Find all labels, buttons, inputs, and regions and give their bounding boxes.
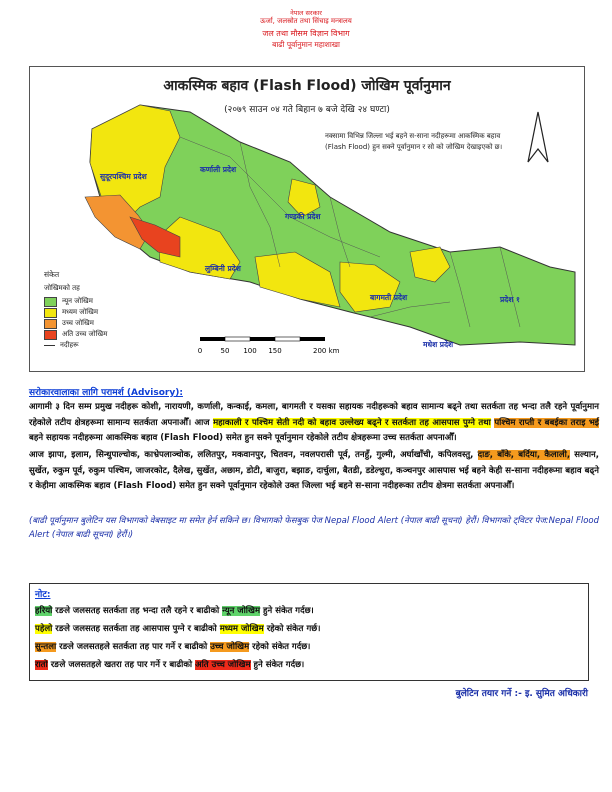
note-red-word: रातो xyxy=(35,660,48,670)
legend-swatch-moderate xyxy=(44,308,57,318)
legend-label-very-high: अति उच्च जोखिम xyxy=(62,330,108,338)
advisory-p2-text-a: आज झापा, इलाम, सिन्धुपाल्चोक, काभ्रेपलाञ्चोक, ललितपुर, मकवानपुर, चितवन, नवलपरासी पूर्व, तनहुँ, गुल्मी, अर्घाखाँची, कपिलवस्तु, xyxy=(29,450,474,460)
advisory-paragraph-3: (बाढी पूर्वानुमान बुलेटिन यस विभागको वेबसाइट मा समेत हेर्न सकिने छ। विभागको फेसबुक पेज Nepal Flood Alert (नेपाल बाढी सूचना) हेरौं। विभागको ट्विटर पेज:Nepal Flood Alert (नेपाल बाढी सूचना) हेरौं।) xyxy=(29,516,599,540)
region-madhesh: मधेश प्रदेश xyxy=(423,340,454,349)
advisory-p1-highlight-2: पश्चिम राप्ती र बबईका तराइ भई xyxy=(494,417,599,428)
note-row-red xyxy=(35,659,304,670)
note-red-end: हुने संकेत गर्दछ। xyxy=(253,660,305,670)
note-orange-end: रहेको संकेत गर्दछ। xyxy=(252,642,311,652)
legend-label-low: न्यून जोखिम xyxy=(62,297,93,305)
note-green-end: हुने संकेत गर्दछ। xyxy=(263,606,314,616)
legend-subtitle: जोखिमको तह xyxy=(44,284,80,292)
legend-item-moderate xyxy=(44,307,174,318)
legend-item-low xyxy=(44,296,174,307)
advisory-paragraph-1 xyxy=(29,400,599,447)
region-lumbini: लुम्बिनी प्रदेश xyxy=(205,264,241,273)
header-gov: नेपाल सरकार xyxy=(290,9,322,17)
map-title: आकस्मिक बहाव (Flash Flood) जोखिम पूर्वानुमान xyxy=(163,78,451,94)
prepared-by: बुलेटिन तयार गर्ने :- इ. सुमित अधिकारी xyxy=(455,689,588,699)
scale-tick-100: 100 xyxy=(243,347,257,355)
note-row-green xyxy=(35,605,314,616)
advisory-p1-text-b: बहने सहायक नदीहरूमा आकस्मिक बहाव (Flash Flood) समेत हुन सक्ने पूर्वानुमान रहेकोले तटीय क्षेत्रहरूमा उच्च सतर्कता अपनाऔँ। xyxy=(29,433,457,443)
legend-swatch-low xyxy=(44,297,57,307)
scale-tick-200: 200 km xyxy=(313,347,340,355)
note-green-text: रङले जलसतह सतर्कता तह भन्दा तलै रहने र बाढीको xyxy=(55,606,220,616)
map-legend xyxy=(44,270,174,351)
note-green-word: हरियो xyxy=(35,606,53,616)
legend-label-moderate: मध्यम जोखिम xyxy=(62,308,99,316)
legend-river-line xyxy=(44,345,55,346)
advisory-p1-text-a: आगामी ३ दिन सम्म प्रमुख नदीहरू कोशी, नारायणी, कर्णाली, कन्काई, कमला, बागमती र यसका सहायक नदीहरूको बहाव सामान्य बढ्ने तथा सतर्कता तह भन्दा तलै रहने पूर्वानुमान रहेकोले तटीय क्षेत्रहरूमा सामान्य सतर्कता अपनाऔँ। आज xyxy=(29,402,599,428)
region-sudurpashchim: सुदूरपश्चिम प्रदेश xyxy=(100,172,147,181)
note-green-risk: न्यून जोखिम xyxy=(222,606,261,616)
region-karnali: कर्णाली प्रदेश xyxy=(200,165,237,174)
note-orange-text: रङले जलसतहले सतर्कता तह पार गर्ने र बाढीको xyxy=(59,642,208,652)
advisory-p1-highlight-1: महाकाली र पश्चिम सेती नदी को बहाव उल्लेख्य बढ्ने र सतर्कता तह आसपास पुग्ने तथा xyxy=(213,417,491,428)
scale-tick-0: 0 xyxy=(197,347,203,355)
note-box xyxy=(29,583,589,681)
legend-label-river: नदीहरू xyxy=(60,341,79,349)
legend-item-very-high xyxy=(44,329,174,340)
note-red-risk: अति उच्च जोखिम xyxy=(195,660,251,670)
note-yellow-word: पहेलो xyxy=(35,624,53,634)
header-division: बाढी पूर्वानुमान महाशाखा xyxy=(272,40,340,49)
note-yellow-end: रहेको संकेत गर्छ। xyxy=(266,624,321,634)
region-pradesh1: प्रदेश १ xyxy=(500,295,520,304)
scale-tick-50: 50 xyxy=(220,347,230,355)
scale-tick-150: 150 xyxy=(268,347,282,355)
region-gandaki: गण्डकी प्रदेश xyxy=(285,212,321,221)
region-bagmati: बागमती प्रदेश xyxy=(370,293,408,302)
note-row-orange xyxy=(35,641,310,652)
advisory-paragraph-2 xyxy=(29,448,599,495)
legend-item-high xyxy=(44,318,174,329)
note-orange-word: सुन्तला xyxy=(35,642,57,652)
note-row-yellow xyxy=(35,623,320,634)
legend-swatch-very-high xyxy=(44,330,57,340)
header-ministry: ऊर्जा, जलस्रोत तथा सिंचाइ मन्त्रालय xyxy=(260,17,352,25)
legend-title: संकेत xyxy=(44,270,60,279)
map-note: नक्सामा विभिन्न जिल्ला भई बहने स-साना नदीहरूमा आकस्मिक बहाव (Flash Flood) हुन सक्ने पूर्वानुमान र सो को जोखिम देखाइएको छ। xyxy=(325,132,503,151)
note-heading: नोट: xyxy=(35,590,51,600)
flash-flood-map xyxy=(29,66,585,372)
note-red-text: रङले जलसतहले खतरा तह पार गर्ने र बाढीको xyxy=(50,660,193,670)
scale-bar xyxy=(195,333,355,363)
header-department: जल तथा मौसम विज्ञान विभाग xyxy=(262,29,350,38)
legend-swatch-high xyxy=(44,319,57,329)
legend-item-river xyxy=(44,340,174,351)
note-yellow-risk: मध्यम जोखिम xyxy=(219,624,264,634)
legend-label-high: उच्च जोखिम xyxy=(62,319,94,327)
advisory-heading: सरोकारवालाका लागि परामर्श (Advisory): xyxy=(29,388,183,398)
note-orange-risk: उच्च जोखिम xyxy=(210,642,250,652)
advisory-p2-highlight: दाङ, बाँके, बर्दिया, कैलाली, xyxy=(477,450,571,460)
map-subtitle: (२०७९ साउन ०४ गते बिहान ७ बजे देखि २४ घण्टा) xyxy=(224,105,390,115)
advisory-p2-text-b: सल्यान, सुर्खेत, रुकुम पूर्व, रुकुम पश्चिम, जाजरकोट, दैलेख, सुर्खेत, अछाम, डोटी, बाजुरा, बझाङ, दार्चुला, बैतडी, डडेल्धुरा, कञ्चनपुर आसपास भई बहने केही स-साना नदीहरूमा बहाव बढ्ने र केहीमा आकस्मिक बहाव (Flash Flood) समेत हुन सक्ने पूर्वानुमान रहेकोले उक्त जिल्ला भई बहने स-साना नदीहरूका तटीय क्षेत्रमा सतर्कता अपनाऔँ। xyxy=(29,450,599,491)
north-arrow-icon xyxy=(528,112,548,162)
note-yellow-text: रङले जलसतह सतर्कता तह आसपास पुग्ने र बाढीको xyxy=(55,624,217,634)
